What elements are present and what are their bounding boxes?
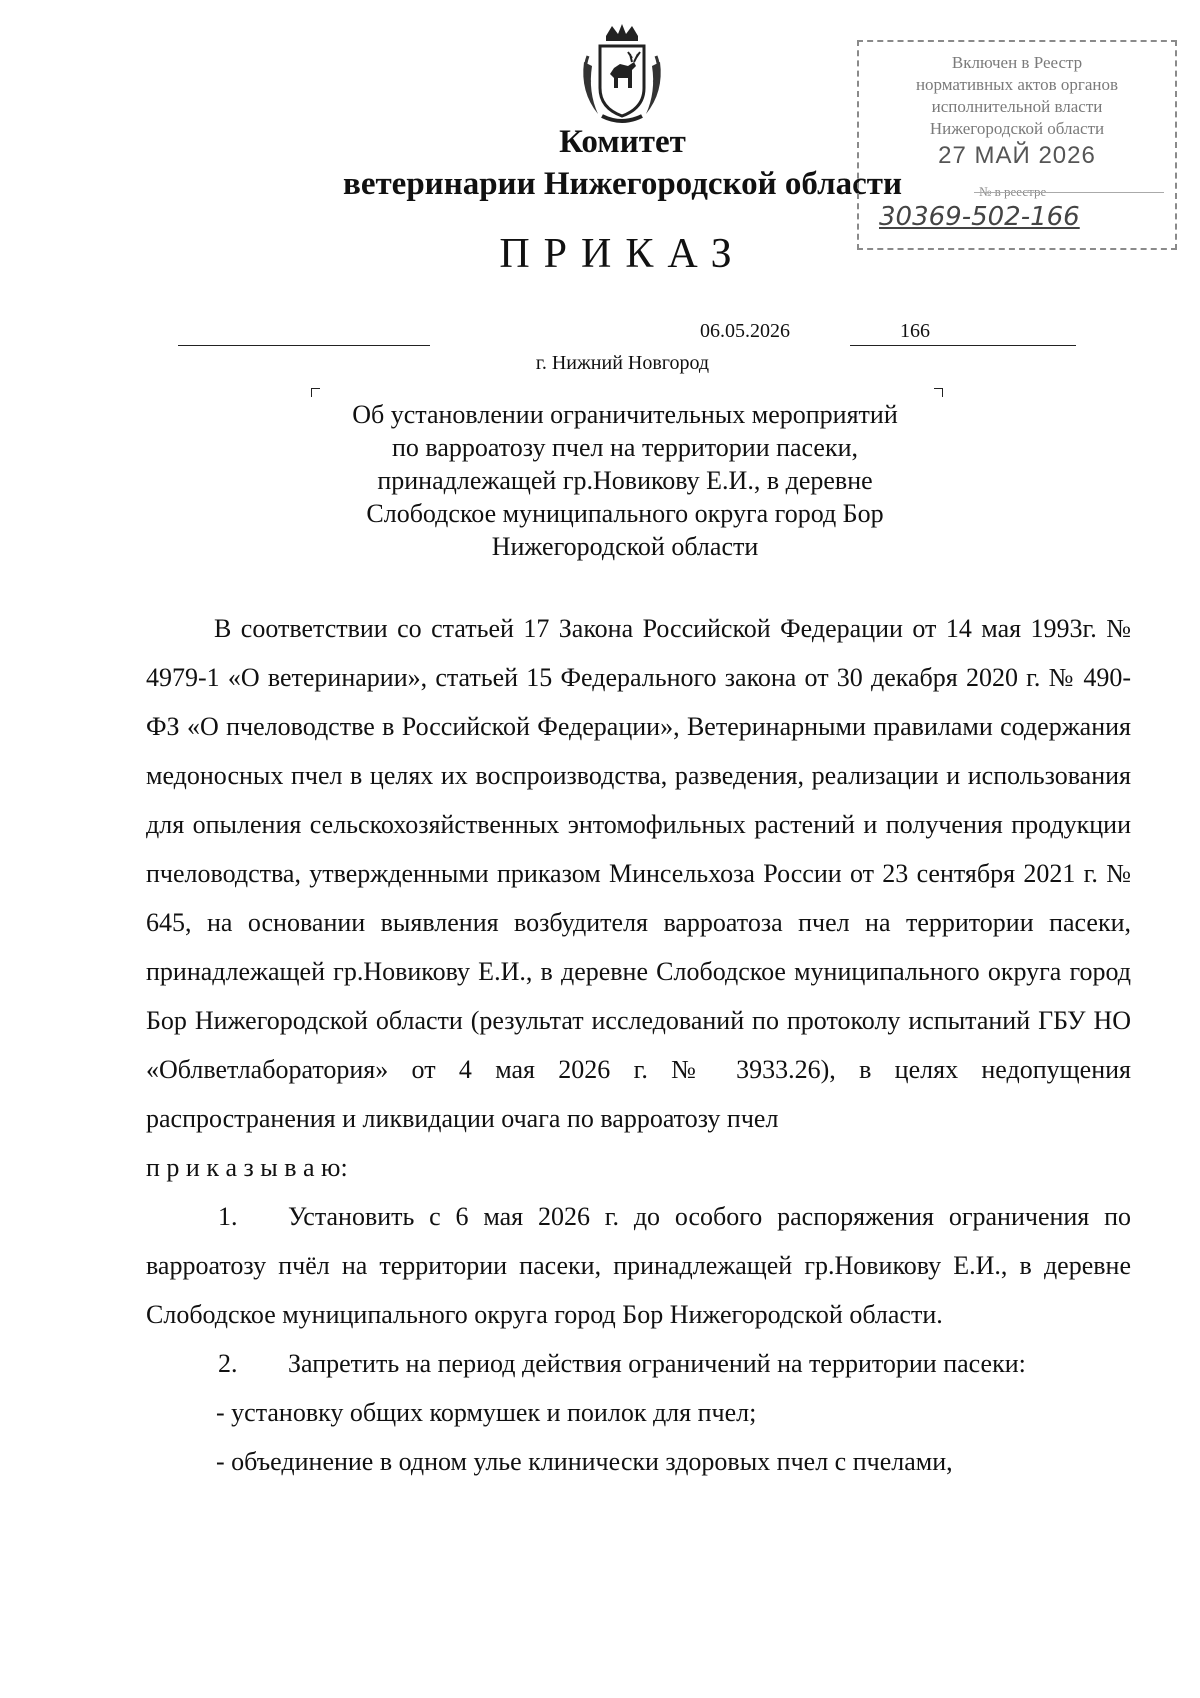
subject-line: Об установлении ограничительных мероприятий xyxy=(352,400,898,429)
stamp-registry-number: 30369-502-166 xyxy=(879,202,1080,232)
stamp-line1: Включен в Реестр xyxy=(951,53,1083,72)
number-underline xyxy=(850,345,1076,346)
stamp-divider xyxy=(974,192,1164,193)
document-date: 06.05.2026 xyxy=(700,320,790,342)
document-city: г. Нижний Новгород xyxy=(535,352,710,374)
committee-name-line1: Комитет xyxy=(559,124,686,160)
order-item-1 xyxy=(146,1192,1131,1339)
document-type-title: ПРИКАЗ xyxy=(499,231,746,277)
subject-line: Слободское муниципального округа город Бор xyxy=(366,499,884,528)
subject-line: принадлежащей гр.Новикову Е.И., в деревне xyxy=(377,466,873,495)
item-text: Установить с 6 мая 2026 г. до особого распоряжения ограничения по варроатозу пчёл на территории пасеки, принадлежащей гр.Новикову Е.И., в деревне Слободское муниципального округа город Бор Нижегородской области. xyxy=(146,1202,1131,1329)
stamp-line4: Нижегородской области xyxy=(929,119,1105,138)
date-underline xyxy=(178,345,430,346)
order-item-2 xyxy=(146,1339,1131,1388)
subject-bracket-left xyxy=(311,388,320,397)
dash-item-2: - объединение в одном улье клинически здоровых пчел с пчелами, xyxy=(216,1447,953,1476)
stamp-line2: нормативных актов органов xyxy=(915,75,1119,94)
preamble-paragraph: В соответствии со статьей 17 Закона Российской Федерации от 14 мая 1993г. № 4979-1 «О ветеринарии», статьей 15 Федерального закона от 30 декабря 2020 г. № 490-ФЗ «О пчеловодстве в Российской Федерации», Ветеринарными правилами содержания медоносных пчел в целях их воспроизводства, разведения, реализации и использования для опыления сельскохозяйственных энтомофильных растений и получения продукции пчеловодства, утвержденными приказом Минсельхоза России от 23 сентября 2021 г. № 645, на основании выявления возбудителя варроатоза пчел на территории пасеки, принадлежащей гр.Новикову Е.И., в деревне Слободское муниципального округа город Бор Нижегородской области (результат исследований по протоколу испытаний ГБУ НО «Облветлаборатория» от 4 мая 2026 г. № 3933.26), в целях недопущения распространения и ликвидации очага по варроатозу пчел xyxy=(146,614,1131,1133)
document-number: 166 xyxy=(900,320,930,342)
registry-stamp xyxy=(857,40,1177,250)
order-word: п р и к а з ы в а ю: xyxy=(146,1153,348,1182)
stamp-line3: исполнительной власти xyxy=(931,97,1103,116)
stamp-date: 27 МАЙ 2026 xyxy=(938,142,1096,169)
document-subject xyxy=(300,398,950,563)
item-text: Запретить на период действия ограничений на территории пасеки: xyxy=(288,1349,1026,1378)
subject-line: Нижегородской области xyxy=(491,532,759,561)
item-number: 2. xyxy=(218,1349,238,1378)
committee-name-line2: ветеринарии Нижегородской области xyxy=(343,166,902,202)
coat-of-arms-icon xyxy=(576,22,668,126)
subject-bracket-right xyxy=(934,388,943,397)
item-number: 1. xyxy=(218,1202,238,1231)
dash-item-1: - установку общих кормушек и поилок для пчел; xyxy=(216,1398,757,1427)
document-body xyxy=(146,604,1131,1486)
subject-line: по варроатозу пчел на территории пасеки, xyxy=(391,433,859,462)
stamp-registry-label: № в реестре xyxy=(979,184,1047,199)
